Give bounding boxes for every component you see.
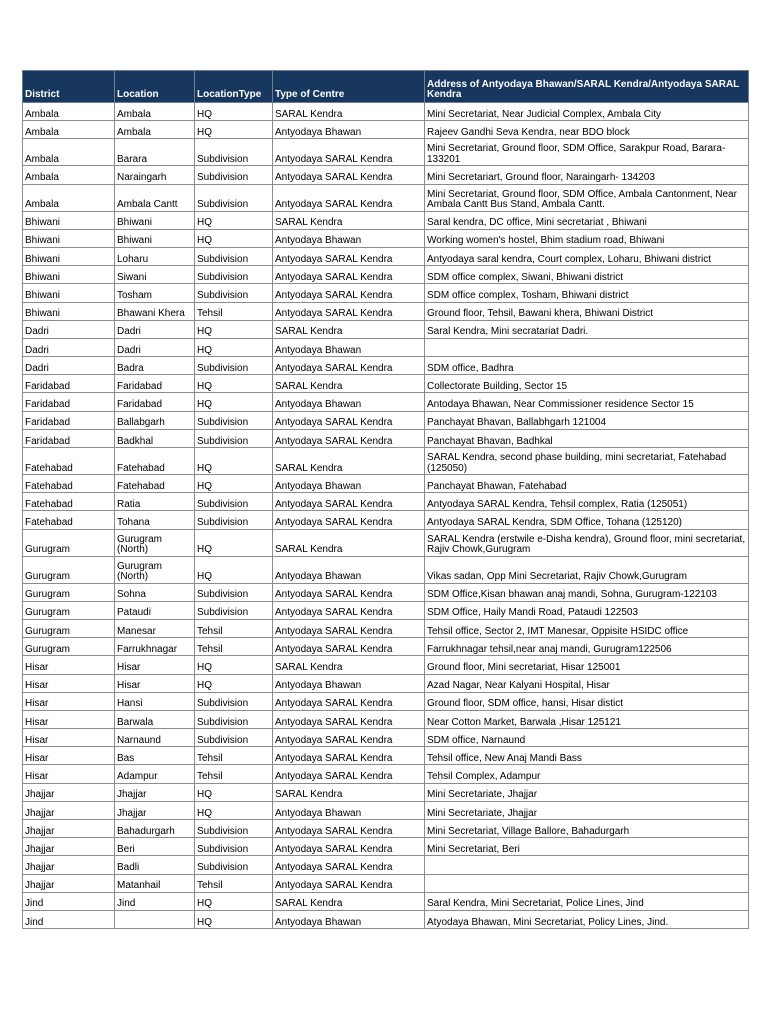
district-cell: Dadri [23, 357, 115, 375]
table-row [23, 320, 749, 338]
location-type-cell: Subdivision [195, 692, 273, 710]
location-type-cell: HQ [195, 375, 273, 393]
table-row [23, 338, 749, 356]
location-type-cell: Tehsil [195, 619, 273, 637]
table-row [23, 583, 749, 601]
location-cell: Badra [115, 357, 195, 375]
table-row [23, 820, 749, 838]
centre-type-cell: Antyodaya SARAL Kendra [273, 710, 425, 728]
location-type-cell: Subdivision [195, 429, 273, 447]
table-row [23, 448, 749, 475]
address-cell: SDM Office,Kisan bhawan anaj mandi, Sohna, Gurugram-122103 [425, 583, 749, 601]
location-type-cell: Tehsil [195, 638, 273, 656]
location-cell: Beri [115, 838, 195, 856]
district-cell: Jind [23, 910, 115, 928]
centres-table [22, 70, 749, 929]
address-cell [425, 338, 749, 356]
table-row [23, 375, 749, 393]
district-cell: Ambala [23, 139, 115, 166]
address-cell: Near Cotton Market, Barwala ,Hisar 125121 [425, 710, 749, 728]
table-row [23, 601, 749, 619]
header-location: Location [115, 71, 195, 103]
table-row [23, 121, 749, 139]
location-cell: Jhajjar [115, 783, 195, 801]
address-cell: Atyodaya Bhawan, Mini Secretariat, Policy Lines, Jind. [425, 910, 749, 928]
address-cell: Tehsil Complex, Adampur [425, 765, 749, 783]
location-cell: Farrukhnagar [115, 638, 195, 656]
location-type-cell: HQ [195, 656, 273, 674]
district-cell: Hisar [23, 747, 115, 765]
location-cell: Jind [115, 892, 195, 910]
address-cell: Working women's hostel, Bhim stadium road, Bhiwani [425, 229, 749, 247]
district-cell: Bhiwani [23, 211, 115, 229]
location-type-cell: HQ [195, 556, 273, 583]
table-row [23, 302, 749, 320]
location-cell: Gurugram (North) [115, 556, 195, 583]
district-cell: Ambala [23, 184, 115, 211]
centre-type-cell: Antyodaya SARAL Kendra [273, 284, 425, 302]
address-cell: Antodaya Bhawan, Near Commissioner residence Sector 15 [425, 393, 749, 411]
district-cell: Faridabad [23, 429, 115, 447]
location-type-cell: Tehsil [195, 747, 273, 765]
location-cell: Hisar [115, 656, 195, 674]
location-type-cell: HQ [195, 910, 273, 928]
district-cell: Hisar [23, 674, 115, 692]
location-type-cell: HQ [195, 338, 273, 356]
table-row [23, 103, 749, 121]
location-type-cell: HQ [195, 393, 273, 411]
centre-type-cell: Antyodaya Bhawan [273, 338, 425, 356]
centre-type-cell: Antyodaya SARAL Kendra [273, 511, 425, 529]
district-cell: Hisar [23, 729, 115, 747]
table-row [23, 801, 749, 819]
address-cell: SARAL Kendra (erstwile e-Disha kendra), Ground floor, mini secretariat, Rajiv Chowk,Gurugram [425, 529, 749, 556]
location-type-cell: Subdivision [195, 511, 273, 529]
table-row [23, 211, 749, 229]
address-cell: Rajeev Gandhi Seva Kendra, near BDO block [425, 121, 749, 139]
location-type-cell: Subdivision [195, 601, 273, 619]
table-row [23, 184, 749, 211]
district-cell: Jhajjar [23, 874, 115, 892]
location-cell [115, 910, 195, 928]
location-cell: Pataudi [115, 601, 195, 619]
centre-type-cell: Antyodaya SARAL Kendra [273, 266, 425, 284]
location-cell: Naraingarh [115, 166, 195, 184]
address-cell: Saral Kendra, Mini secratariat Dadri. [425, 320, 749, 338]
location-cell: Ambala Cantt [115, 184, 195, 211]
centre-type-cell: Antyodaya SARAL Kendra [273, 184, 425, 211]
location-type-cell: Subdivision [195, 729, 273, 747]
table-row [23, 710, 749, 728]
location-cell: Fatehabad [115, 448, 195, 475]
location-cell: Bhiwani [115, 211, 195, 229]
address-cell: SDM office complex, Siwani, Bhiwani district [425, 266, 749, 284]
location-type-cell: Subdivision [195, 493, 273, 511]
location-type-cell: Subdivision [195, 266, 273, 284]
centre-type-cell: SARAL Kendra [273, 656, 425, 674]
header-address: Address of Antyodaya Bhawan/SARAL Kendra/Antyodaya SARAL Kendra [425, 71, 749, 103]
table-row [23, 166, 749, 184]
location-type-cell: HQ [195, 475, 273, 493]
district-cell: Gurugram [23, 638, 115, 656]
location-type-cell: Subdivision [195, 820, 273, 838]
centre-type-cell: Antyodaya SARAL Kendra [273, 139, 425, 166]
table-row [23, 493, 749, 511]
location-cell: Gurugram (North) [115, 529, 195, 556]
location-cell: Adampur [115, 765, 195, 783]
location-type-cell: Subdivision [195, 166, 273, 184]
address-cell: Saral kendra, DC office, Mini secretariat , Bhiwani [425, 211, 749, 229]
address-cell: Antyodaya SARAL Kendra, SDM Office, Tohana (125120) [425, 511, 749, 529]
centre-type-cell: Antyodaya SARAL Kendra [273, 411, 425, 429]
centre-type-cell: SARAL Kendra [273, 375, 425, 393]
district-cell: Hisar [23, 710, 115, 728]
location-type-cell: HQ [195, 320, 273, 338]
centre-type-cell: Antyodaya SARAL Kendra [273, 619, 425, 637]
table-row [23, 656, 749, 674]
centre-type-cell: SARAL Kendra [273, 320, 425, 338]
district-cell: Hisar [23, 692, 115, 710]
header-district: District [23, 71, 115, 103]
table-row [23, 747, 749, 765]
address-cell: Mini Secretariart, Ground floor, Naraingarh- 134203 [425, 166, 749, 184]
centre-type-cell: Antyodaya SARAL Kendra [273, 765, 425, 783]
header-row [23, 71, 749, 103]
spreadsheet-page [22, 70, 748, 929]
centre-type-cell: Antyodaya SARAL Kendra [273, 493, 425, 511]
table-body [23, 103, 749, 929]
address-cell: Ground floor, Mini secretariat, Hisar 125001 [425, 656, 749, 674]
district-cell: Ambala [23, 166, 115, 184]
location-cell: Badkhal [115, 429, 195, 447]
centre-type-cell: Antyodaya SARAL Kendra [273, 729, 425, 747]
centre-type-cell: Antyodaya SARAL Kendra [273, 583, 425, 601]
district-cell: Dadri [23, 338, 115, 356]
centre-type-cell: Antyodaya Bhawan [273, 393, 425, 411]
district-cell: Dadri [23, 320, 115, 338]
table-row [23, 638, 749, 656]
location-type-cell: Subdivision [195, 856, 273, 874]
centre-type-cell: Antyodaya Bhawan [273, 121, 425, 139]
district-cell: Bhiwani [23, 247, 115, 265]
table-row [23, 247, 749, 265]
address-cell: SDM Office, Haily Mandi Road, Pataudi 122503 [425, 601, 749, 619]
table-row [23, 284, 749, 302]
table-row [23, 393, 749, 411]
table-row [23, 729, 749, 747]
location-cell: Ambala [115, 103, 195, 121]
table-row [23, 856, 749, 874]
district-cell: Gurugram [23, 529, 115, 556]
centre-type-cell: Antyodaya SARAL Kendra [273, 638, 425, 656]
location-type-cell: Tehsil [195, 302, 273, 320]
centre-type-cell: Antyodaya Bhawan [273, 556, 425, 583]
address-cell: Panchayat Bhawan, Fatehabad [425, 475, 749, 493]
location-type-cell: HQ [195, 783, 273, 801]
table-row [23, 357, 749, 375]
location-cell: Jhajjar [115, 801, 195, 819]
location-type-cell: Tehsil [195, 765, 273, 783]
location-cell: Tohana [115, 511, 195, 529]
centre-type-cell: Antyodaya SARAL Kendra [273, 302, 425, 320]
district-cell: Ambala [23, 103, 115, 121]
centre-type-cell: Antyodaya Bhawan [273, 910, 425, 928]
location-type-cell: Subdivision [195, 583, 273, 601]
centre-type-cell: SARAL Kendra [273, 211, 425, 229]
table-row [23, 411, 749, 429]
centre-type-cell: Antyodaya SARAL Kendra [273, 874, 425, 892]
table-row [23, 674, 749, 692]
district-cell: Jhajjar [23, 820, 115, 838]
table-row [23, 266, 749, 284]
district-cell: Bhiwani [23, 284, 115, 302]
table-row [23, 556, 749, 583]
centre-type-cell: Antyodaya SARAL Kendra [273, 429, 425, 447]
location-cell: Ambala [115, 121, 195, 139]
district-cell: Faridabad [23, 375, 115, 393]
location-type-cell: Subdivision [195, 357, 273, 375]
district-cell: Jind [23, 892, 115, 910]
location-type-cell: Subdivision [195, 284, 273, 302]
location-type-cell: HQ [195, 448, 273, 475]
location-type-cell: HQ [195, 211, 273, 229]
district-cell: Bhiwani [23, 302, 115, 320]
centre-type-cell: Antyodaya Bhawan [273, 674, 425, 692]
district-cell: Jhajjar [23, 783, 115, 801]
centre-type-cell: Antyodaya Bhawan [273, 475, 425, 493]
location-cell: Barwala [115, 710, 195, 728]
address-cell: Mini Secretariat, Near Judicial Complex, Ambala City [425, 103, 749, 121]
district-cell: Hisar [23, 765, 115, 783]
centre-type-cell: Antyodaya Bhawan [273, 801, 425, 819]
table-row [23, 838, 749, 856]
location-cell: Bhiwani [115, 229, 195, 247]
table-row [23, 229, 749, 247]
district-cell: Fatehabad [23, 511, 115, 529]
address-cell: Vikas sadan, Opp Mini Secretariat, Rajiv Chowk,Gurugram [425, 556, 749, 583]
location-cell: Bahadurgarh [115, 820, 195, 838]
table-row [23, 619, 749, 637]
location-type-cell: Subdivision [195, 710, 273, 728]
address-cell [425, 874, 749, 892]
centre-type-cell: SARAL Kendra [273, 783, 425, 801]
centre-type-cell: Antyodaya SARAL Kendra [273, 856, 425, 874]
location-cell: Manesar [115, 619, 195, 637]
location-cell: Dadri [115, 320, 195, 338]
location-cell: Siwani [115, 266, 195, 284]
table-row [23, 783, 749, 801]
centre-type-cell: Antyodaya SARAL Kendra [273, 166, 425, 184]
location-cell: Badli [115, 856, 195, 874]
address-cell: Mini Secretariat, Beri [425, 838, 749, 856]
address-cell: Panchayat Bhavan, Ballabhgarh 121004 [425, 411, 749, 429]
address-cell [425, 856, 749, 874]
location-cell: Ratia [115, 493, 195, 511]
table-row [23, 892, 749, 910]
centre-type-cell: SARAL Kendra [273, 103, 425, 121]
table-row [23, 692, 749, 710]
centre-type-cell: Antyodaya SARAL Kendra [273, 838, 425, 856]
district-cell: Ambala [23, 121, 115, 139]
district-cell: Fatehabad [23, 448, 115, 475]
location-type-cell: HQ [195, 674, 273, 692]
location-cell: Faridabad [115, 393, 195, 411]
centre-type-cell: Antyodaya SARAL Kendra [273, 247, 425, 265]
header-location-type: LocationType [195, 71, 273, 103]
location-cell: Faridabad [115, 375, 195, 393]
address-cell: SDM office, Badhra [425, 357, 749, 375]
location-cell: Loharu [115, 247, 195, 265]
address-cell: Antyodaya SARAL Kendra, Tehsil complex, Ratia (125051) [425, 493, 749, 511]
location-type-cell: HQ [195, 801, 273, 819]
location-cell: Ballabgarh [115, 411, 195, 429]
centre-type-cell: SARAL Kendra [273, 448, 425, 475]
address-cell: Panchayat Bhavan, Badhkal [425, 429, 749, 447]
address-cell: Mini Secretariat, Ground floor, SDM Office, Sarakpur Road, Barara- 133201 [425, 139, 749, 166]
centre-type-cell: Antyodaya SARAL Kendra [273, 747, 425, 765]
address-cell: Tehsil office, New Anaj Mandi Bass [425, 747, 749, 765]
location-cell: Fatehabad [115, 475, 195, 493]
district-cell: Gurugram [23, 601, 115, 619]
centre-type-cell: SARAL Kendra [273, 892, 425, 910]
address-cell: Ground floor, SDM office, hansi, Hisar distict [425, 692, 749, 710]
address-cell: Ground floor, Tehsil, Bawani khera, Bhiwani District [425, 302, 749, 320]
district-cell: Hisar [23, 656, 115, 674]
location-cell: Dadri [115, 338, 195, 356]
address-cell: SARAL Kendra, second phase building, mini secretariat, Fatehabad (125050) [425, 448, 749, 475]
address-cell: Antyodaya saral kendra, Court complex, Loharu, Bhiwani district [425, 247, 749, 265]
location-cell: Matanhail [115, 874, 195, 892]
address-cell: Farrukhnagar tehsil,near anaj mandi, Gurugram122506 [425, 638, 749, 656]
district-cell: Gurugram [23, 556, 115, 583]
centre-type-cell: Antyodaya SARAL Kendra [273, 601, 425, 619]
location-cell: Sohna [115, 583, 195, 601]
location-type-cell: HQ [195, 229, 273, 247]
district-cell: Jhajjar [23, 801, 115, 819]
table-row [23, 511, 749, 529]
district-cell: Fatehabad [23, 493, 115, 511]
location-cell: Hisar [115, 674, 195, 692]
location-cell: Tosham [115, 284, 195, 302]
location-type-cell: Subdivision [195, 184, 273, 211]
address-cell: Mini Secretariate, Jhajjar [425, 783, 749, 801]
location-type-cell: Subdivision [195, 247, 273, 265]
centre-type-cell: SARAL Kendra [273, 529, 425, 556]
address-cell: Azad Nagar, Near Kalyani Hospital, Hisar [425, 674, 749, 692]
header-type-of-centre: Type of Centre [273, 71, 425, 103]
location-type-cell: Subdivision [195, 139, 273, 166]
address-cell: Mini Secretariat, Ground floor, SDM Office, Ambala Cantonment, Near Ambala Cantt Bus Stand, Ambala Cantt. [425, 184, 749, 211]
location-cell: Bhawani Khera [115, 302, 195, 320]
district-cell: Faridabad [23, 393, 115, 411]
district-cell: Jhajjar [23, 856, 115, 874]
centre-type-cell: Antyodaya SARAL Kendra [273, 357, 425, 375]
location-type-cell: Tehsil [195, 874, 273, 892]
location-cell: Bas [115, 747, 195, 765]
district-cell: Bhiwani [23, 266, 115, 284]
table-row [23, 765, 749, 783]
district-cell: Bhiwani [23, 229, 115, 247]
address-cell: Collectorate Building, Sector 15 [425, 375, 749, 393]
table-row [23, 139, 749, 166]
table-row [23, 529, 749, 556]
location-type-cell: HQ [195, 892, 273, 910]
address-cell: SDM office, Narnaund [425, 729, 749, 747]
district-cell: Fatehabad [23, 475, 115, 493]
table-row [23, 910, 749, 928]
table-row [23, 475, 749, 493]
address-cell: Saral Kendra, Mini Secretariat, Police Lines, Jind [425, 892, 749, 910]
location-cell: Narnaund [115, 729, 195, 747]
address-cell: Mini Secretariat, Village Ballore, Bahadurgarh [425, 820, 749, 838]
district-cell: Gurugram [23, 583, 115, 601]
address-cell: Tehsil office, Sector 2, IMT Manesar, Oppisite HSIDC office [425, 619, 749, 637]
location-type-cell: HQ [195, 529, 273, 556]
address-cell: SDM office complex, Tosham, Bhiwani district [425, 284, 749, 302]
location-type-cell: Subdivision [195, 838, 273, 856]
district-cell: Gurugram [23, 619, 115, 637]
address-cell: Mini Secretariate, Jhajjar [425, 801, 749, 819]
centre-type-cell: Antyodaya Bhawan [273, 229, 425, 247]
location-type-cell: Subdivision [195, 411, 273, 429]
location-cell: Barara [115, 139, 195, 166]
district-cell: Jhajjar [23, 838, 115, 856]
location-type-cell: HQ [195, 103, 273, 121]
centre-type-cell: Antyodaya SARAL Kendra [273, 692, 425, 710]
centre-type-cell: Antyodaya SARAL Kendra [273, 820, 425, 838]
district-cell: Faridabad [23, 411, 115, 429]
table-row [23, 429, 749, 447]
location-cell: Hansi [115, 692, 195, 710]
table-row [23, 874, 749, 892]
location-type-cell: HQ [195, 121, 273, 139]
